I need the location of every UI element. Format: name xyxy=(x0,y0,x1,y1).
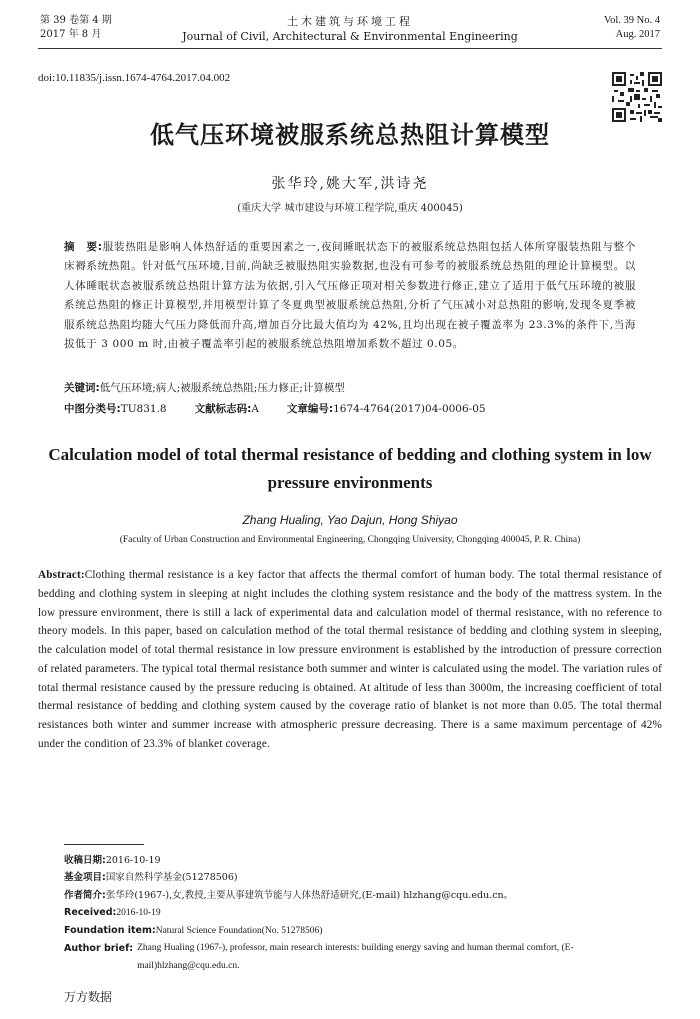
header-divider xyxy=(38,48,662,49)
abstract-en xyxy=(38,566,662,754)
doc-code-value: A xyxy=(251,403,259,415)
fund-en-value: Natural Science Foundation(No. 51278506) xyxy=(155,926,323,937)
classification-line xyxy=(64,400,636,419)
authors-cn: 张华玲,姚大军,洪诗尧 xyxy=(271,176,429,192)
footnote-fund-en xyxy=(64,922,664,940)
abstract-en-text: Clothing thermal resistance is a key factor that affects the thermal comfort of human body. The total thermal resistance of bedding and clothing system in sleeping at night includes the clothing system resistance and the body of the mattress system. In the low pressure environment, there is still a lack of experimental data and calculation model of thermal resistance, with no reference to theory models. In this paper, based on calculation method of the total thermal resistance of bedding and clothing system in sleeping, the calculation model of total thermal resistance in low pressure environment is established by the introduction of pressure correction of related parameters. The typical total thermal resistance both summer and winter is calculated using the model. The variation rules of total thermal resistance caused by the pressure reducing is obtained. At altitude of less than 3000m, the increasing coefficient of total thermal resistance of bedding and clothing system caused by the coverage ratio of blanket is not more than 0.05. The total thermal resistances both winter and summer increase with atmospheric pressure decreasing. There is a same maximum percentage of 42% under the condition of 23.3% of blanket coverage. xyxy=(38,569,662,750)
footnote-received-cn xyxy=(64,852,664,869)
author-en-label: Author brief: xyxy=(64,943,134,955)
clc-label: 中图分类号: xyxy=(64,403,121,415)
footnote-author-en xyxy=(64,940,664,975)
affiliation-cn: (重庆大学 城市建设与环境工程学院,重庆 400045) xyxy=(237,203,463,214)
journal-name-cn: 土木建筑与环境工程 xyxy=(287,15,413,28)
footer-watermark: 万方数据 xyxy=(64,990,113,1004)
author-cn-label: 作者简介: xyxy=(64,889,106,901)
header-volume xyxy=(540,14,660,42)
abstract-cn xyxy=(64,238,636,354)
fund-cn-label: 基金项目: xyxy=(64,872,106,884)
fund-cn-value: 国家自然科学基金(51278506) xyxy=(105,872,238,884)
keywords-cn-label: 关键词: xyxy=(64,382,100,394)
received-en-value: 2016-10-19 xyxy=(116,907,161,918)
keywords-cn-text: 低气压环境;病人;被服系统总热阻;压力修正;计算模型 xyxy=(99,382,345,394)
received-cn-value: 2016-10-19 xyxy=(105,855,161,866)
article-no-value: 1674-4764(2017)04-0006-05 xyxy=(333,403,486,415)
received-cn-label: 收稿日期: xyxy=(64,855,106,866)
footnote-fund-cn xyxy=(64,869,664,886)
header-issue xyxy=(40,14,150,42)
header-date-en: Aug. 2017 xyxy=(615,29,660,40)
affiliation-en: (Faculty of Urban Construction and Environmental Engineering, Chongqing University, Chongqing 400045, P. R. China) xyxy=(119,535,581,545)
clc-value: TU831.8 xyxy=(120,403,167,415)
author-cn-value: 张华玲(1967-),女,教授,主要从事建筑节能与人体热舒适研究,(E-mail) hlzhang@cqu.edu.cn。 xyxy=(105,889,514,901)
header-vol-no: Vol. 39 No. 4 xyxy=(603,15,660,26)
journal-name-en: Journal of Civil, Architectural & Environmental Engineering xyxy=(182,30,518,43)
keywords-cn xyxy=(64,379,636,398)
abstract-en-label: Abstract: xyxy=(38,569,85,581)
article-no-label: 文章编号: xyxy=(286,403,334,415)
header-date-cn: 2017 年 8 月 xyxy=(40,29,102,40)
footnote-author-cn xyxy=(64,887,664,904)
footnotes xyxy=(64,852,664,975)
author-en-value: Zhang Hualing (1967-), professor, main research interests: building energy saving and human thermal comfort, (E-mail)hlzhang@cqu.edu.cn. xyxy=(137,943,574,971)
authors-en: Zhang Hualing, Yao Dajun, Hong Shiyao xyxy=(242,513,458,527)
received-en-label: Received: xyxy=(64,906,117,918)
doc-code-label: 文献标志码: xyxy=(194,403,252,415)
page-title-en: Calculation model of total thermal resistance of bedding and clothing system in low pressure environments xyxy=(48,445,652,492)
fund-en-label: Foundation item: xyxy=(64,925,156,937)
footnote-divider xyxy=(64,844,144,845)
doi[interactable]: doi:10.11835/j.issn.1674-4764.2017.04.002 xyxy=(38,72,231,84)
header-journal xyxy=(160,14,540,44)
header-volume-issue: 第 39 卷第 4 期 xyxy=(40,15,112,26)
footnote-received-en xyxy=(64,904,664,922)
abstract-cn-label: 摘 要: xyxy=(64,241,103,253)
abstract-cn-text: 服装热阻是影响人体热舒适的重要因素之一,夜间睡眠状态下的被服系统总热阻包括人体所穿服装热阻与整个床褥系统热阻。针对低气压环境,目前,尚缺乏被服热阻实验数据,也没有可参考的被服系统总热阻的理论计算模型。以人体睡眠状态被服系统总热阻计算方法为依据,引入气压修正项对相关参数进行修正,建立了适用于低气压环境的被服系统总热阻的修正计算模型,并用模型计算了冬夏典型被服系统总热阻,分析了气压减小对总热阻的影响,发现冬夏季被服系统总热阻均随大气压力降低而升高,增加百分比最大值均为 42%,且均出现在被子覆盖率为 23.3%的条件下,当海拔低于 3 000 m 时,由被子覆盖率引起的被服系统总热阻增加系数不超过 0.05。 xyxy=(64,241,636,351)
page-title-cn: 低气压环境被服系统总热阻计算模型 xyxy=(150,121,550,149)
